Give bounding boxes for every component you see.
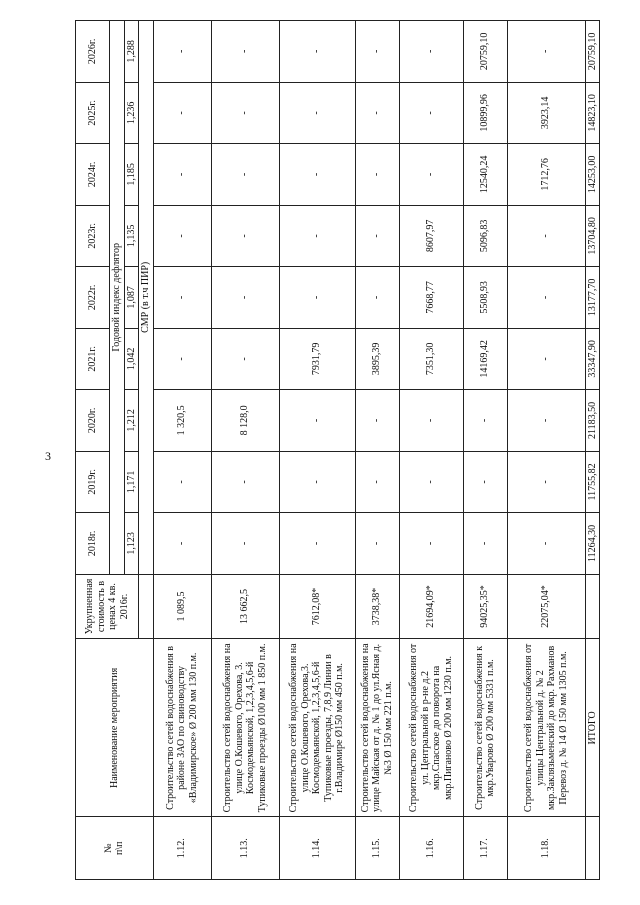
row-year-value: 5508,93	[463, 267, 507, 329]
header-year: 2018г.	[76, 513, 110, 575]
row-num: 1.15.	[355, 817, 399, 880]
row-year-value: -	[153, 21, 211, 83]
deflator-value: 1,212	[124, 390, 139, 452]
row-year-value: -	[279, 205, 355, 267]
row-year-value: 12540,24	[463, 144, 507, 206]
row-year-value: -	[463, 390, 507, 452]
table-row	[211, 21, 279, 880]
row-year-value: 3895,39	[355, 328, 399, 390]
total-year-value: 33347,90	[585, 328, 600, 390]
row-cost: 21694,09*	[399, 574, 463, 639]
row-year-value: 1712,76	[507, 144, 585, 206]
row-name: Строительство сетей водоснабжения на улице О.Кошевого, Орехова, 3. Космодемьянской, 1,2,3,4,5,6-й Тупиковые проезды Ø100 мм 1 850 п.м.	[211, 639, 279, 817]
total-label: ИТОГО	[585, 639, 600, 817]
row-year-value: -	[153, 144, 211, 206]
row-year-value: 3923,14	[507, 82, 585, 144]
table-row	[507, 21, 585, 880]
header-year: 2021г.	[76, 328, 110, 390]
row-year-value: 7351,30	[399, 328, 463, 390]
row-year-value: 5096,83	[463, 205, 507, 267]
row-cost: 94025,35*	[463, 574, 507, 639]
row-year-value: -	[355, 451, 399, 513]
deflator-value: 1,087	[124, 267, 139, 329]
row-year-value: -	[153, 328, 211, 390]
row-num: 1.17.	[463, 817, 507, 880]
row-year-value: 8607,97	[399, 205, 463, 267]
deflator-value: 1,171	[124, 451, 139, 513]
total-row	[585, 21, 600, 880]
table-row	[463, 21, 507, 880]
row-name: Строительство сетей водоснабжения на улице Майская от д. № 1 до ул.Ясная д. №3 Ø 150 мм 221 п.м.	[355, 639, 399, 817]
row-year-value: -	[507, 328, 585, 390]
row-year-value: -	[463, 513, 507, 575]
rotated-table-container	[75, 20, 598, 880]
row-name: Строительство сетей водоснабжения к мкр.Уварово Ø 200 мм 5331 п.м.	[463, 639, 507, 817]
row-year-value: -	[399, 390, 463, 452]
row-year-value: -	[211, 82, 279, 144]
deflator-title: Годовой индекс дефлятор	[110, 21, 125, 575]
row-cost: 1 089,5	[153, 574, 211, 639]
deflator-value: 1,185	[124, 144, 139, 206]
row-year-value: -	[399, 144, 463, 206]
row-year-value: -	[211, 21, 279, 83]
row-year-value: 20759,10	[463, 21, 507, 83]
row-year-value: -	[211, 267, 279, 329]
row-year-value: -	[355, 267, 399, 329]
row-year-value: -	[279, 451, 355, 513]
row-year-value: -	[211, 513, 279, 575]
row-year-value: -	[153, 267, 211, 329]
smr-label: СМР (в т.ч ПИР)	[139, 21, 154, 575]
row-cost: 13 662,5	[211, 574, 279, 639]
row-year-value: -	[507, 267, 585, 329]
row-year-value: -	[153, 205, 211, 267]
total-year-value: 13177,70	[585, 267, 600, 329]
table-row	[153, 21, 211, 880]
table-row	[355, 21, 399, 880]
investment-table	[75, 20, 600, 880]
header-year: 2022г.	[76, 267, 110, 329]
deflator-value: 1,042	[124, 328, 139, 390]
row-year-value: -	[507, 513, 585, 575]
row-year-value: -	[355, 513, 399, 575]
total-year-value: 11264,30	[585, 513, 600, 575]
row-year-value: -	[153, 451, 211, 513]
row-name: Строительство сетей водоснабжения в районе ЗАО по свиноводству «Владимирское» Ø 200 мм 130 п.м.	[153, 639, 211, 817]
total-year-value: 21183,50	[585, 390, 600, 452]
header-year: 2019г.	[76, 451, 110, 513]
row-year-value: -	[507, 205, 585, 267]
row-year-value: -	[463, 451, 507, 513]
row-year-value: -	[211, 144, 279, 206]
row-year-value: -	[507, 21, 585, 83]
row-name: Строительство сетей водоснабжения от улицы Центральной д. № 2 мкр.Заклязьменский до мкр. Рахманов Перевоз д. № 14 Ø 150 мм 1305 п.м.	[507, 639, 585, 817]
total-cost-empty	[585, 574, 600, 639]
header-year: 2025г.	[76, 82, 110, 144]
row-year-value: -	[211, 451, 279, 513]
row-year-value: 7931,79	[279, 328, 355, 390]
deflator-value: 1,288	[124, 21, 139, 83]
row-year-value: -	[153, 82, 211, 144]
row-year-value: -	[399, 513, 463, 575]
deflator-value: 1,236	[124, 82, 139, 144]
row-num: 1.14.	[279, 817, 355, 880]
row-year-value: -	[507, 390, 585, 452]
row-year-value: -	[211, 205, 279, 267]
row-num: 1.18.	[507, 817, 585, 880]
row-year-value: -	[399, 451, 463, 513]
row-name: Строительство сетей водоснабжения на улице О.Кошевого, Орехова,3. Космодемьянской, 1,2,3,4,5,6-й Тупиковые проезды, 7,8,9 Линии в г.Владимире Ø150 мм 450 п.м.	[279, 639, 355, 817]
total-year-value: 11755,82	[585, 451, 600, 513]
row-year-value: -	[399, 82, 463, 144]
row-year-value: 7668,77	[399, 267, 463, 329]
row-num: 1.13.	[211, 817, 279, 880]
row-year-value: -	[211, 328, 279, 390]
total-year-value: 13704,80	[585, 205, 600, 267]
page-number: 3	[45, 449, 51, 463]
row-year-value: -	[279, 82, 355, 144]
header-cost-spacer	[139, 574, 154, 639]
row-cost: 22075,04*	[507, 574, 585, 639]
row-year-value: 1 320,5	[153, 390, 211, 452]
total-year-value: 20759,10	[585, 21, 600, 83]
row-num: 1.12.	[153, 817, 211, 880]
row-year-value: -	[355, 205, 399, 267]
row-num: 1.16.	[399, 817, 463, 880]
row-year-value: -	[279, 513, 355, 575]
header-name: Наименование мероприятия	[76, 639, 154, 817]
row-year-value: -	[279, 144, 355, 206]
row-year-value: -	[355, 82, 399, 144]
deflator-value: 1,135	[124, 205, 139, 267]
header-cost: Укрупненная стоимость в ценах 4 кв. 2016г.	[76, 574, 139, 639]
total-num-empty	[585, 817, 600, 880]
table-row	[279, 21, 355, 880]
header-year: 2026г.	[76, 21, 110, 83]
total-year-value: 14253,00	[585, 144, 600, 206]
header-year: 2024г.	[76, 144, 110, 206]
row-year-value: -	[355, 21, 399, 83]
row-year-value: -	[279, 21, 355, 83]
row-year-value: -	[399, 21, 463, 83]
row-year-value: 8 128,0	[211, 390, 279, 452]
row-year-value: 10899,96	[463, 82, 507, 144]
row-year-value: -	[507, 451, 585, 513]
row-cost: 7612,08*	[279, 574, 355, 639]
header-num: № п\п	[76, 817, 154, 880]
row-cost: 3738,38*	[355, 574, 399, 639]
header-year: 2020г.	[76, 390, 110, 452]
row-year-value: -	[153, 513, 211, 575]
row-year-value: 14169,42	[463, 328, 507, 390]
row-year-value: -	[355, 144, 399, 206]
row-name: Строительство сетей водоснабжения от ул. Центральной в р-не д.2 мкр.Спасское до поворота на мкр.Пиганово Ø 200 мм 1230 п.м.	[399, 639, 463, 817]
deflator-value: 1,123	[124, 513, 139, 575]
total-year-value: 14823,10	[585, 82, 600, 144]
row-year-value: -	[355, 390, 399, 452]
table-row	[399, 21, 463, 880]
row-year-value: -	[279, 390, 355, 452]
header-year: 2023г.	[76, 205, 110, 267]
row-year-value: -	[279, 267, 355, 329]
